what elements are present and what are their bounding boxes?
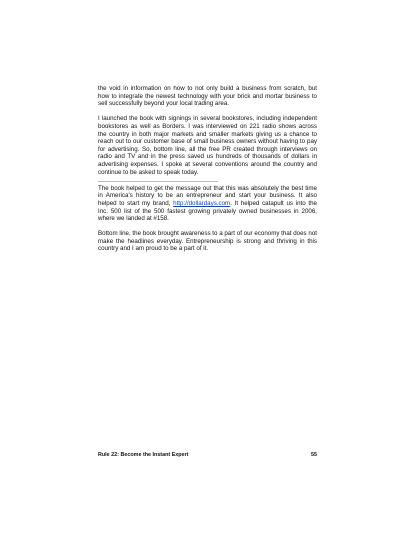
paragraph-2: I launched the book with signings in several bookstores, including independent bookstores as well as Borders. I was interviewed on 221 radio shows across the country in both major markets and smaller markets giving us a chance to reach out to our customer base of small business owners without having to pay for advertising. So, bottom line, all the free PR created through interviews on radio and TV and in the press saved us hundreds of thousands of dollars in advertising expenses. I spoke at several conventions around the country and continue to be asked to speak today. (98, 115, 317, 176)
body-text (98, 85, 317, 261)
separator-line (98, 181, 218, 182)
page-number: 55 (311, 452, 317, 458)
dollardays-link[interactable]: http://dollardays.com (173, 199, 231, 207)
paragraph-4: Bottom line, the book brought awareness to a part of our economy that does not make the headlines everyday. Entrepreneurship is strong and thriving in this country and I am proud to be a part of it. (98, 230, 317, 253)
paragraph-1: the void in information on how to not only build a business from scratch, but how to integrate the newest technology with your brick and mortar business to sell successfully beyond your local trading area. (98, 85, 317, 108)
page-footer (98, 452, 317, 458)
paragraph-3-text-after: . It helped catapult us into the Inc. 500 list of the 500 fastest growing privately owned businesses in 2006, where we landed at #158. (98, 199, 317, 223)
chapter-title: Rule 22: Become the Instant Expert (98, 452, 189, 458)
paragraph-3-text-before: The book helped to get the message out that this was absolutely the best time in America's history to be an entrepreneur and start your business. It also helped to start my brand, (98, 184, 317, 207)
paragraph-3 (98, 185, 317, 223)
